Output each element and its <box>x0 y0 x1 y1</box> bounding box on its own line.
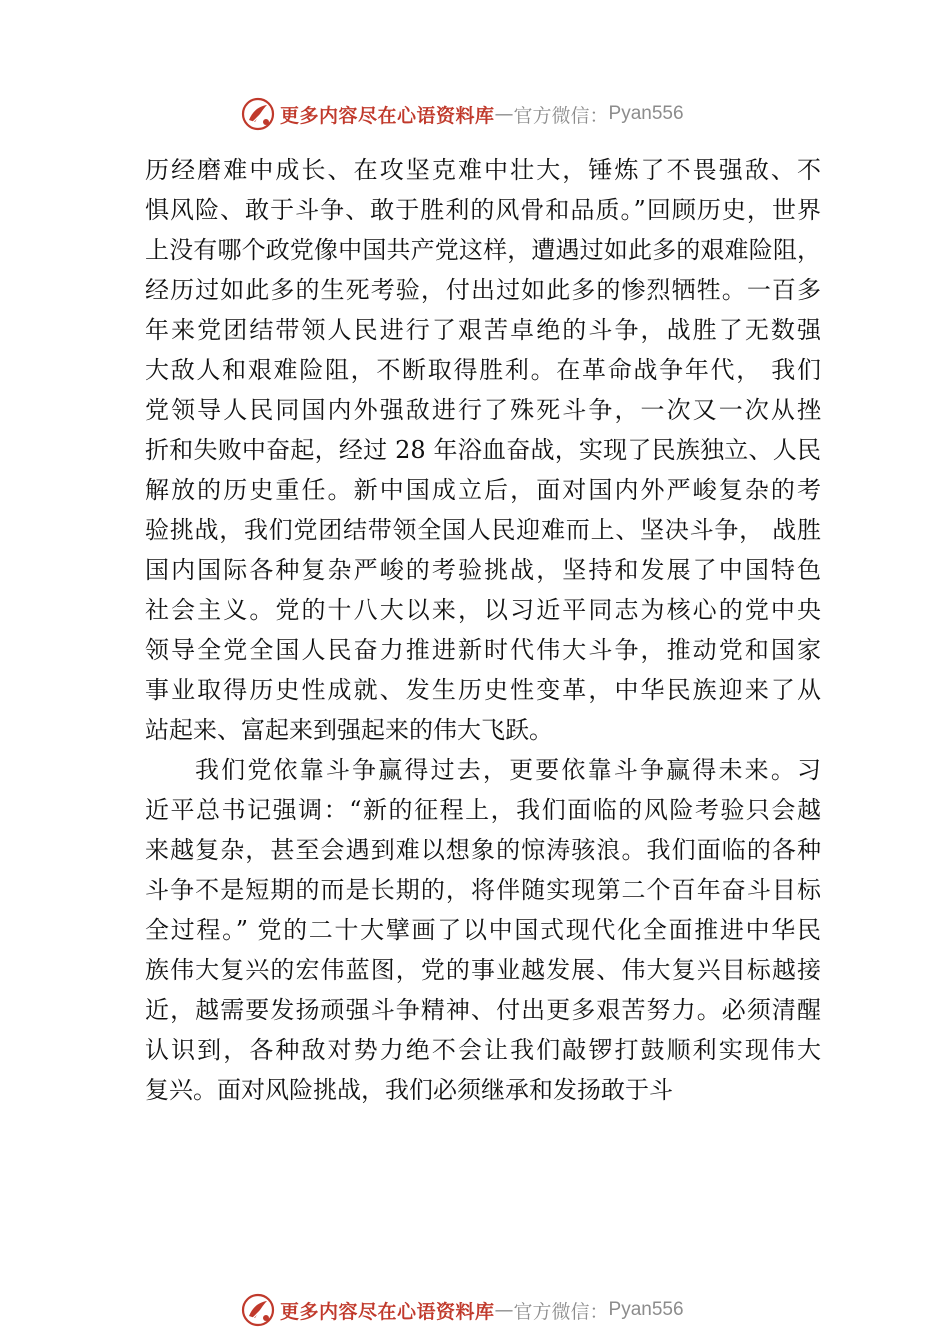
footer-dash: — <box>494 1299 514 1321</box>
header-banner <box>240 94 684 134</box>
text-line: 折和失败中奋起，经过 28 年浴血奋战，实现了民族独立、人民 <box>145 436 821 464</box>
text-line: 近平总书记强调：“新的征程上，我们面临的风险考验只会越 <box>145 796 821 824</box>
header-wechat-id: Pyan556 <box>608 103 684 124</box>
text-line: 领导全党全国人民奋力推进新时代伟大斗争，推动党和国家 <box>145 636 821 664</box>
text-line: 年来党团结带领人民进行了艰苦卓绝的斗争，战胜了无数强 <box>145 316 821 344</box>
text-line: 认识到，各种敌对势力绝不会让我们敲锣打鼓顺利实现伟大 <box>145 1036 821 1064</box>
header-brand-text: 更多内容尽在心语资料库 <box>280 104 495 127</box>
brand-logo-icon <box>240 1292 276 1328</box>
footer-wechat-id: Pyan556 <box>608 1299 684 1320</box>
text-line: 惧风险、敢于斗争、敢于胜利的风骨和品质。”回顾历史，世界 <box>145 196 821 224</box>
header-dash: — <box>494 103 514 125</box>
text-line: 族伟大复兴的宏伟蓝图，党的事业越发展、伟大复兴目标越接 <box>145 956 821 984</box>
footer-brand-text: 更多内容尽在心语资料库 <box>280 1300 495 1323</box>
text-line: 来越复杂，甚至会遇到难以想象的惊涛骇浪。我们面临的各种 <box>145 836 821 864</box>
text-line: 上没有哪个政党像中国共产党这样，遭遇过如此多的艰难险阻， <box>145 236 821 264</box>
text-line: 复兴。面对风险挑战，我们必须继承和发扬敢于斗 <box>145 1076 673 1104</box>
text-line: 全过程。” 党的二十大擘画了以中国式现代化全面推进中华民 <box>145 916 821 944</box>
text-line: 历经磨难中成长、在攻坚克难中壮大，锤炼了不畏强敌、不 <box>145 156 821 184</box>
text-line: 站起来、富起来到强起来的伟大飞跃。 <box>145 716 553 744</box>
document-body <box>145 150 821 1110</box>
text-line: 党领导人民同国内外强敌进行了殊死斗争，一次又一次从挫 <box>145 396 821 424</box>
header-wechat-label: 官方微信： <box>513 104 609 127</box>
brand-logo-icon <box>240 96 276 132</box>
text-line-paragraph-start: 我们党依靠斗争赢得过去，更要依靠斗争赢得未来。习 <box>195 756 821 784</box>
text-line: 大敌人和艰难险阻，不断取得胜利。在革命战争年代， 我们 <box>145 356 821 384</box>
text-line: 验挑战，我们党团结带领全国人民迎难而上、坚决斗争， 战胜 <box>145 516 821 544</box>
text-line: 国内国际各种复杂严峻的考验挑战，坚持和发展了中国特色 <box>145 556 821 584</box>
footer-wechat-label: 官方微信： <box>513 1300 609 1323</box>
text-line: 社会主义。党的十八大以来，以习近平同志为核心的党中央 <box>145 596 821 624</box>
text-line: 解放的历史重任。新中国成立后，面对国内外严峻复杂的考 <box>145 476 821 504</box>
footer-banner <box>240 1290 684 1330</box>
text-line: 经历过如此多的生死考验，付出过如此多的惨烈牺牲。一百多 <box>145 276 821 304</box>
text-line: 斗争不是短期的而是长期的，将伴随实现第二个百年奋斗目标 <box>145 876 821 904</box>
text-line: 近，越需要发扬顽强斗争精神、付出更多艰苦努力。必须清醒 <box>145 996 821 1024</box>
text-line: 事业取得历史性成就、发生历史性变革，中华民族迎来了从 <box>145 676 821 704</box>
